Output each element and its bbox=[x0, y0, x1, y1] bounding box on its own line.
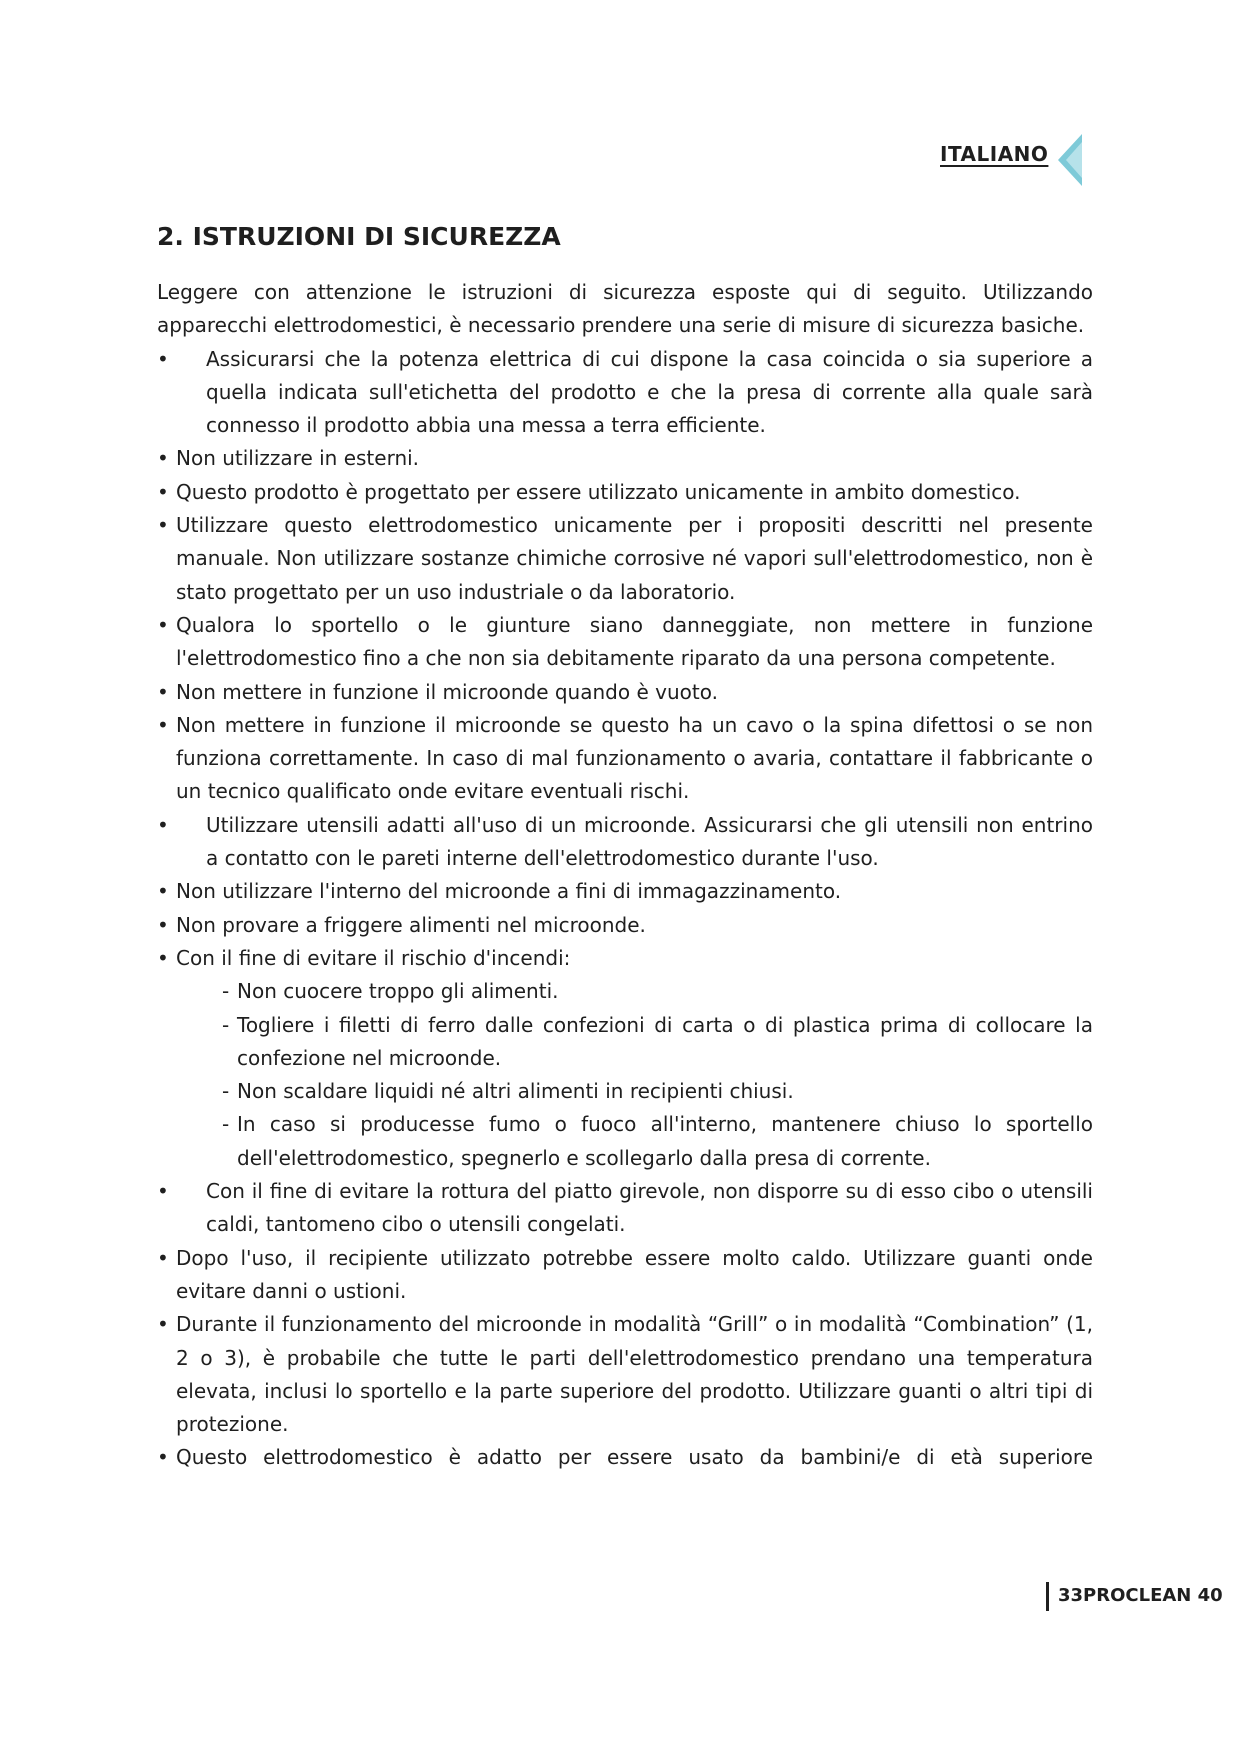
list-item-text: Qualora lo sportello o le giunture siano danneggiate, non mettere in funzione l'elettrodomestico fino a che non sia debitamente riparato da una persona competente. bbox=[176, 612, 1093, 671]
bullet-icon: • bbox=[157, 1179, 169, 1204]
list-item bbox=[157, 676, 1093, 709]
language-label: ITALIANO bbox=[940, 142, 1049, 166]
list-item bbox=[157, 709, 1093, 809]
list-item-text: Non utilizzare l'interno del microonde a fini di immagazzinamento. bbox=[176, 879, 842, 904]
list-item bbox=[157, 809, 1093, 876]
list-item bbox=[157, 875, 1093, 908]
sub-list-item bbox=[157, 1108, 1093, 1175]
list-item-text: Durante il funzionamento del microonde in modalità “Grill” o in modalità “Combination” (1, 2 o 3), è probabile che tutte le parti dell'elettrodomestico prendano una temperatura elevata, inclusi lo sportello e la parte superiore del prodotto. Utilizzare guanti o altri tipi di protezione. bbox=[176, 1312, 1093, 1437]
list-item bbox=[157, 1441, 1093, 1474]
list-item-text: Con il fine di evitare la rottura del piatto girevole, non disporre su di esso cibo o utensili caldi, tantomeno cibo o utensili congelati. bbox=[206, 1179, 1093, 1237]
dash-icon: - bbox=[222, 1112, 230, 1137]
list-item bbox=[157, 909, 1093, 942]
list-item-text: Con il fine di evitare il rischio d'incendi: bbox=[176, 945, 571, 970]
bullet-icon: • bbox=[157, 945, 169, 970]
sub-list-item bbox=[157, 1009, 1093, 1076]
list-item-text: Utilizzare utensili adatti all'uso di un microonde. Assicurarsi che gli utensili non entrino a contatto con le pareti interne dell'elettrodomestico durante l'uso. bbox=[206, 812, 1093, 871]
bullet-icon: • bbox=[157, 446, 169, 471]
list-item-text: Assicurarsi che la potenza elettrica di cui dispone la casa coincida o sia superiore a quella indicata sull'etichetta del prodotto e che la presa di corrente alla quale sarà connesso il prodotto abbia una messa a terra efficiente. bbox=[206, 346, 1093, 438]
list-item-text: Non provare a friggere alimenti nel microonde. bbox=[176, 912, 646, 937]
safety-list bbox=[157, 343, 1093, 976]
list-item bbox=[157, 1175, 1093, 1242]
fire-risk-sublist bbox=[157, 975, 1093, 1175]
intro-paragraph: Leggere con attenzione le istruzioni di sicurezza esposte qui di seguito. Utilizzando apparecchi elettrodomestici, è necessario prendere una serie di misure di sicurezza basiche. bbox=[157, 280, 1093, 338]
bullet-icon: • bbox=[157, 346, 169, 371]
list-item-text: Dopo l'uso, il recipiente utilizzato potrebbe essere molto caldo. Utilizzare guanti onde evitare danni o ustioni. bbox=[176, 1245, 1093, 1303]
sub-list-item-text: Non cuocere troppo gli alimenti. bbox=[237, 979, 559, 1004]
list-item bbox=[157, 442, 1093, 475]
bullet-icon: • bbox=[157, 712, 169, 737]
list-item-text: Non utilizzare in esterni. bbox=[176, 446, 420, 471]
list-item-text: Non mettere in funzione il microonde se questo ha un cavo o la spina difettosi o se non funziona correttamente. In caso di mal funzionamento o avaria, contattare il fabbricante o un tecnico qualificato onde evitare eventuali rischi. bbox=[176, 712, 1093, 804]
list-item bbox=[157, 609, 1093, 676]
sub-list-item-text: In caso si producesse fumo o fuoco all'interno, mantenere chiuso lo sportello dell'elettrodomestico, spegnerlo e scollegarlo dalla presa di corrente. bbox=[237, 1112, 1093, 1170]
bullet-icon: • bbox=[157, 812, 169, 837]
list-item bbox=[157, 1242, 1093, 1309]
sub-list-item-text: Non scaldare liquidi né altri alimenti in recipienti chiusi. bbox=[237, 1079, 794, 1104]
safety-list-continued bbox=[157, 1175, 1093, 1475]
bullet-icon: • bbox=[157, 479, 169, 504]
dash-icon: - bbox=[222, 1079, 230, 1104]
list-item-text: Questo elettrodomestico è adatto per essere usato da bambini/e di età superiore bbox=[176, 1445, 1093, 1470]
list-item bbox=[157, 476, 1093, 509]
list-item-fire-risk bbox=[157, 942, 1093, 975]
page-number: 33PROCLEAN 40 bbox=[1058, 1585, 1223, 1606]
list-item-text: Non mettere in funzione il microonde quando è vuoto. bbox=[176, 679, 718, 704]
section-title: 2. ISTRUZIONI DI SICUREZZA bbox=[157, 222, 561, 251]
bullet-icon: • bbox=[157, 1312, 169, 1337]
bullet-icon: • bbox=[157, 612, 169, 637]
bullet-icon: • bbox=[157, 1445, 169, 1470]
dash-icon: - bbox=[222, 979, 230, 1004]
sub-list-item bbox=[157, 1075, 1093, 1108]
bullet-icon: • bbox=[157, 912, 169, 937]
list-item bbox=[157, 509, 1093, 609]
footer-divider bbox=[1046, 1582, 1049, 1611]
sub-list-item-text: Togliere i filetti di ferro dalle confezioni di carta o di plastica prima di collocare la confezione nel microonde. bbox=[237, 1012, 1093, 1070]
dash-icon: - bbox=[222, 1012, 230, 1037]
list-item-text: Questo prodotto è progettato per essere utilizzato unicamente in ambito domestico. bbox=[176, 479, 1021, 504]
sub-list-item bbox=[157, 975, 1093, 1008]
bullet-icon: • bbox=[157, 879, 169, 904]
list-item bbox=[157, 343, 1093, 443]
list-item bbox=[157, 1308, 1093, 1441]
triangle-logo-icon bbox=[1058, 134, 1088, 186]
bullet-icon: • bbox=[157, 513, 169, 538]
bullet-icon: • bbox=[157, 679, 169, 704]
safety-content bbox=[157, 276, 1093, 1475]
list-item-text: Utilizzare questo elettrodomestico unicamente per i propositi descritti nel presente manuale. Non utilizzare sostanze chimiche corrosive né vapori sull'elettrodomestico, non è stato progettato per un uso industriale o da laboratorio. bbox=[176, 513, 1093, 604]
bullet-icon: • bbox=[157, 1245, 169, 1270]
